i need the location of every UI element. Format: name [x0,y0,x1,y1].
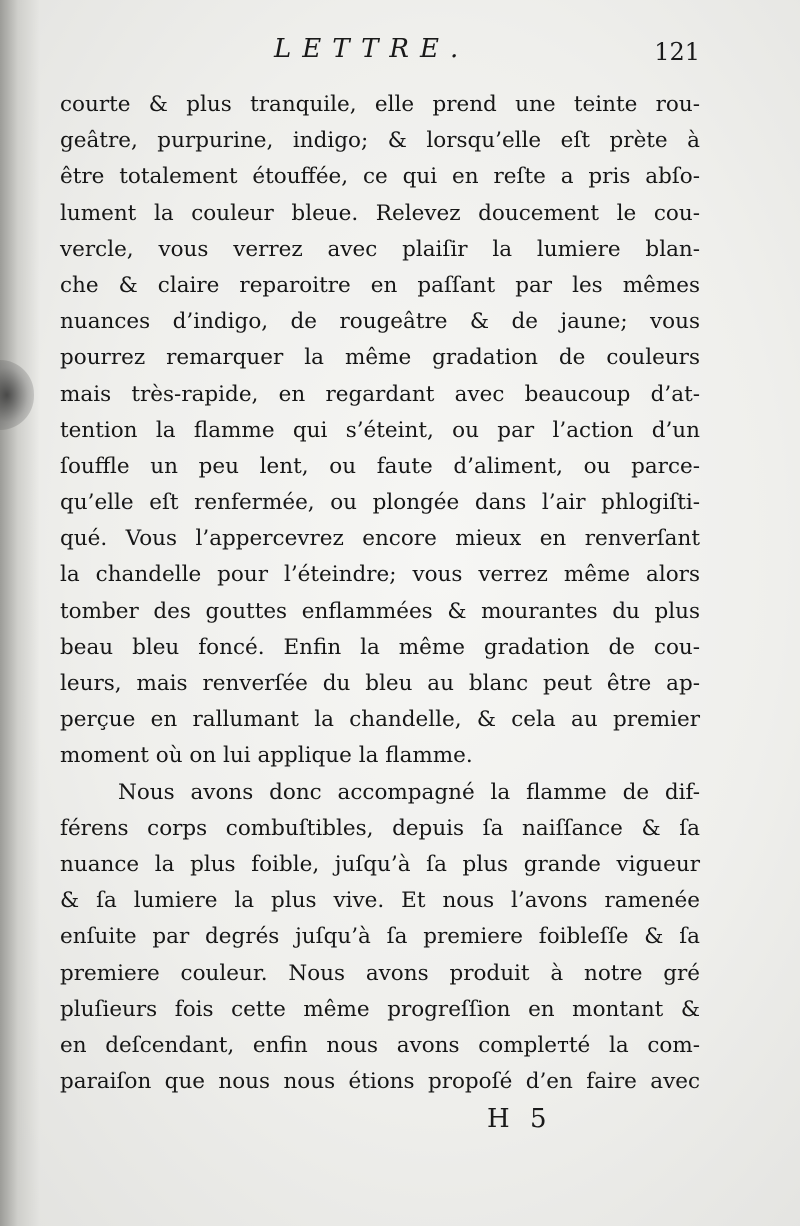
paragraph-end-line: moment où on lui applique la flamme. [60,743,473,769]
text-line: beau bleu foncé. Enfin la même gradation de cou- [60,634,700,660]
text-line: tomber des gouttes enflammées & mourantes du plus [60,598,700,624]
signature-mark: H 5 [487,1104,553,1134]
text-line: enſuite par degrés juſqu’à ſa premiere foibleſſe & ſa [60,924,700,950]
text-line: qu’elle eſt renfermée, ou plongée dans l’air phlogiſti- [60,490,700,516]
text-line: pourrez remarquer la même gradation de couleurs [60,345,700,371]
text-line: che & claire reparoitre en paſſant par les mêmes [60,272,700,298]
text-line: paraiſon que nous nous étions propoſé d’en faire avec [60,1069,700,1095]
text-line: & ſa lumiere la plus vive. Et nous l’avons ramenée [60,888,700,914]
text-line: tention la flamme qui s’éteint, ou par l’action d’un [60,417,700,443]
text-line: leurs, mais renverſée du bleu au blanc peut être ap- [60,671,700,696]
text-line: geâtre, purpurine, indigo; & lorsqu’elle eſt prète à [60,128,700,154]
page-number: 121 [654,38,700,66]
text-line: perçue en rallumant la chandelle, & cela au premier [60,707,700,733]
text-line: premiere couleur. Nous avons produit à notre gré [60,960,700,986]
text-line: qué. Vous l’appercevrez encore mieux en renverſant [60,526,700,552]
text-line: mais très-rapide, en regardant avec beaucoup d’at- [60,381,700,407]
page-header [60,34,700,74]
text-line: nuances d’indigo, de rougeâtre & de jaune; vous [60,309,700,335]
text-line: férens corps combuſtibles, depuis ſa naiſſance & ſa [60,815,700,841]
body-text [60,87,700,1100]
text-line: vercle, vous verrez avec plaiſir la lumiere blan- [60,236,700,262]
text-line: nuance la plus foible, juſqu’à ſa plus grande vigueur [60,851,700,877]
text-line: lument la couleur bleue. Relevez doucement le cou- [60,200,700,226]
text-line: pluſieurs fois cette même progreſſion en montant & [60,996,700,1022]
spine-shadow [0,0,40,1226]
paragraph-start-line: Nous avons donc accompagné la flamme de dif- [118,779,700,805]
running-title: LETTRE. [274,34,470,64]
text-line: courte & plus tranquile, elle prend une teinte rou- [60,92,700,117]
text-line: en deſcendant, enfin nous avons complетté la com- [60,1032,700,1058]
text-line: ſouffle un peu lent, ou faute d’aliment, ou parce- [60,453,700,479]
text-line: la chandelle pour l’éteindre; vous verrez même alors [60,562,700,588]
text-line: être totalement étouffée, ce qui en reſte a pris abſo- [60,164,700,190]
